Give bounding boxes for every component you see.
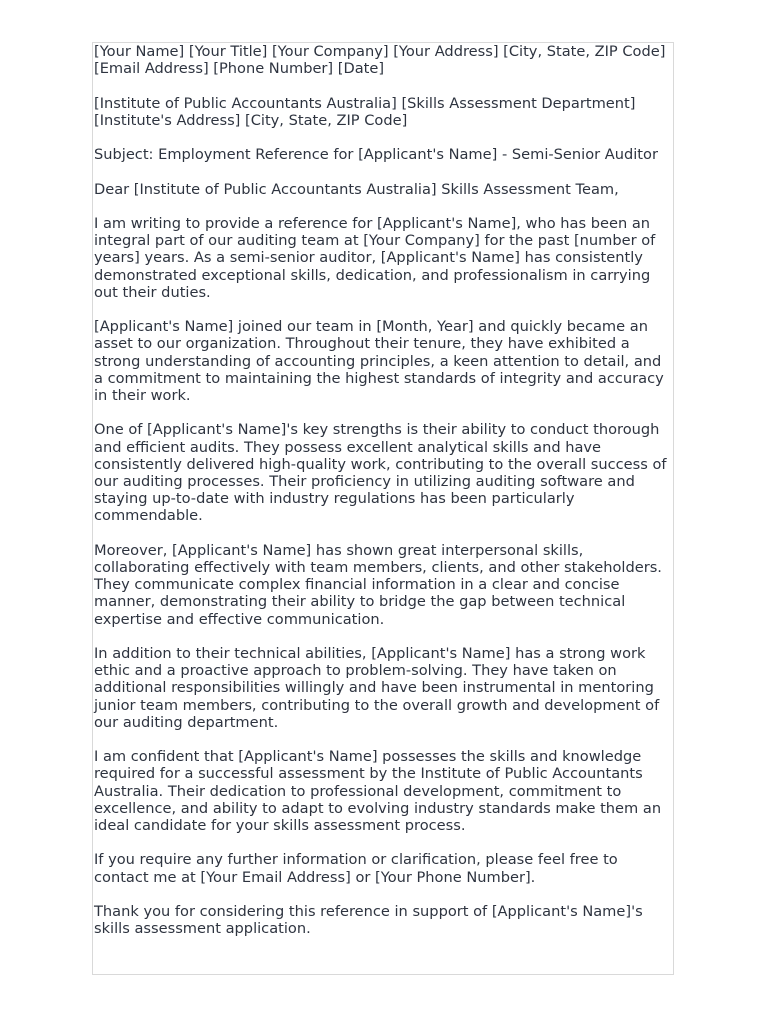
body-paragraph-strengths: One of [Applicant's Name]'s key strengths is their ability to conduct thorough and efficient audits. They possess excellent analytical skills and have consistently delivered high-quality work, contributing to the overall success of our auditing processes. Their proficiency in utilizing auditing software and staying up-to-date with industry regulations has been particularly commendable. (94, 421, 667, 525)
subject-line: Subject: Employment Reference for [Applicant's Name] - Semi-Senior Auditor (94, 146, 658, 164)
body-paragraph-contact: If you require any further information or clarification, please feel free to contact me at [Your Email Address] or [Your Phone Number]. (94, 851, 618, 886)
sender-block: [Your Name] [Your Title] [Your Company] [Your Address] [City, State, ZIP Code] [Email Address] [Phone Number] [Date] (94, 43, 666, 78)
recipient-block: [Institute of Public Accountants Australia] [Skills Assessment Department] [Institute's Address] [City, State, ZIP Code] (94, 94, 636, 129)
body-paragraph-confidence: I am confident that [Applicant's Name] possesses the skills and knowledge required for a successful assessment by the Institute of Public Accountants Australia. Their dedication to professional development, commitment to excellence, and ability to adapt to evolving industry standards make them an ideal candidate for your skills assessment process. (94, 748, 662, 834)
closing-paragraph: Thank you for considering this reference in support of [Applicant's Name]'s skills assessment application. (94, 902, 643, 938)
reference-letter (92, 42, 674, 975)
body-paragraph-work-ethic: In addition to their technical abilities, [Applicant's Name] has a strong work ethic and a proactive approach to problem-solving. They have taken on additional responsibilities willingly and have been instrumental in mentoring junior team members, contributing to the overall growth and development of our auditing department. (94, 644, 660, 731)
body-paragraph-interpersonal: Moreover, [Applicant's Name] has shown great interpersonal skills, collaborating effectively with team members, clients, and other stakeholders. They communicate complex financial information in a clear and concise manner, demonstrating their ability to bridge the gap between technical expertise and effective communication. (94, 541, 662, 628)
body-paragraph-tenure: [Applicant's Name] joined our team in [Month, Year] and quickly became an asset to our organization. Throughout their tenure, they have exhibited a strong understanding of accounting principles, a keen attention to detail, and a commitment to maintaining the highest standards of integrity and accuracy in their work. (94, 318, 664, 404)
salutation: Dear [Institute of Public Accountants Australia] Skills Assessment Team, (94, 180, 619, 198)
body-paragraph-introduction: I am writing to provide a reference for [Applicant's Name], who has been an integral part of our auditing team at [Your Company] for the past [number of years] years. As a semi-senior auditor, [Applicant's Name] has consistently demonstrated exceptional skills, dedication, and professionalism in carrying out their duties. (94, 214, 656, 301)
